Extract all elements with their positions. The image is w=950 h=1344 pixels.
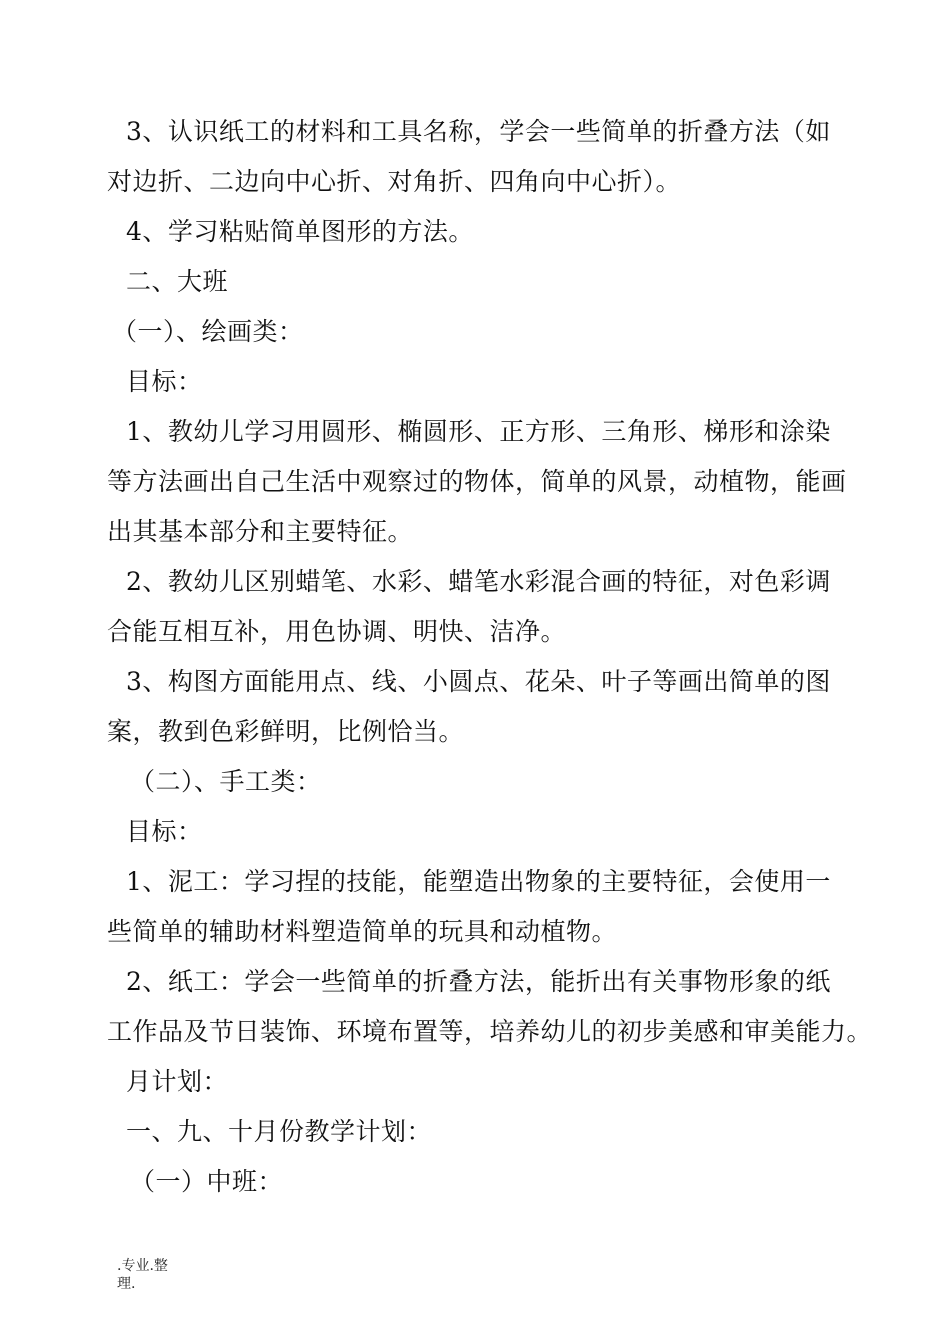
subsection-heading: （一）中班： [130, 1167, 284, 1196]
paragraph-line: 出其基本部分和主要特征。 [107, 517, 414, 546]
goal-label: 目标： [126, 367, 203, 396]
paragraph-line: 合能互相互补，用色协调、明快、洁净。 [107, 617, 567, 646]
subsection-heading: （一）、绘画类： [112, 317, 304, 346]
footer-line: 理. [117, 1276, 136, 1292]
paragraph-line: 1、泥工：学习捏的技能，能塑造出物象的主要特征，会使用一 [126, 867, 831, 896]
paragraph-line: 4、学习粘贴简单图形的方法。 [126, 217, 474, 246]
subsection-heading: （二）、手工类： [130, 767, 322, 796]
paragraph-line: 案，教到色彩鲜明，比例恰当。 [107, 717, 465, 746]
section-heading: 二、大班 [126, 267, 229, 296]
footer-line: .专业.整 [117, 1258, 168, 1274]
paragraph-line: 2、教幼儿区别蜡笔、水彩、蜡笔水彩混合画的特征，对色彩调 [126, 567, 831, 596]
paragraph-line: 1、教幼儿学习用圆形、椭圆形、正方形、三角形、梯形和涂染 [126, 417, 831, 446]
paragraph-line: 3、构图方面能用点、线、小圆点、花朵、叶子等画出简单的图 [126, 667, 831, 696]
paragraph-line: 等方法画出自己生活中观察过的物体，简单的风景，动植物，能画 [107, 467, 847, 496]
section-heading: 一、九、十月份教学计划： [126, 1117, 433, 1146]
section-heading: 月计划： [126, 1067, 229, 1096]
paragraph-line: 3、认识纸工的材料和工具名称，学会一些简单的折叠方法（如 [126, 117, 831, 146]
paragraph-line: 2、纸工：学会一些简单的折叠方法，能折出有关事物形象的纸 [126, 967, 831, 996]
paragraph-line: 工作品及节日装饰、环境布置等，培养幼儿的初步美感和审美能力。 [107, 1017, 873, 1046]
goal-label: 目标： [126, 817, 203, 846]
paragraph-line: 对边折、二边向中心折、对角折、四角向中心折）。 [107, 167, 682, 196]
page-footer [117, 1257, 168, 1293]
paragraph-line: 些简单的辅助材料塑造简单的玩具和动植物。 [107, 917, 618, 946]
